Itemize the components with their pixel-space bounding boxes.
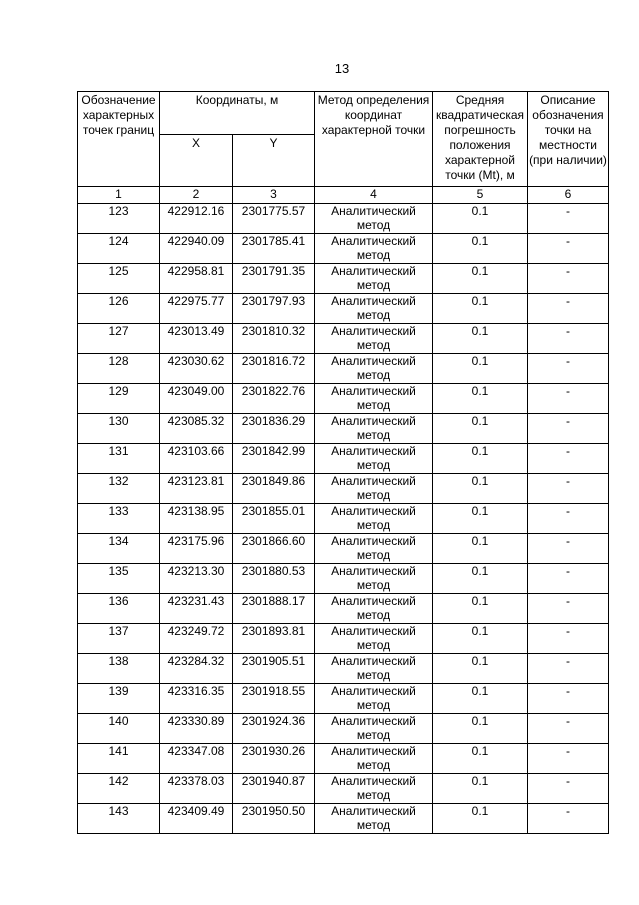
- cell-method: Аналитический метод: [315, 714, 433, 744]
- column-number: 4: [315, 187, 433, 204]
- table-row: [78, 354, 609, 384]
- cell-point: 137: [78, 624, 160, 654]
- cell-description: -: [528, 654, 609, 684]
- cell-accuracy: 0.1: [433, 564, 528, 594]
- cell-y: 2301785.41: [233, 234, 315, 264]
- cell-point: 139: [78, 684, 160, 714]
- cell-point: 130: [78, 414, 160, 444]
- cell-point: 136: [78, 594, 160, 624]
- column-number: 1: [78, 187, 160, 204]
- cell-description: -: [528, 774, 609, 804]
- cell-point: 127: [78, 324, 160, 354]
- cell-y: 2301893.81: [233, 624, 315, 654]
- cell-method: Аналитический метод: [315, 594, 433, 624]
- cell-point: 143: [78, 804, 160, 834]
- cell-method: Аналитический метод: [315, 444, 433, 474]
- cell-x: 423409.49: [160, 804, 233, 834]
- cell-accuracy: 0.1: [433, 504, 528, 534]
- cell-y: 2301836.29: [233, 414, 315, 444]
- table-row: [78, 774, 609, 804]
- cell-accuracy: 0.1: [433, 204, 528, 234]
- cell-description: -: [528, 564, 609, 594]
- table-row: [78, 744, 609, 774]
- cell-point: 124: [78, 234, 160, 264]
- column-number: 6: [528, 187, 609, 204]
- table-row: [78, 564, 609, 594]
- header-accuracy: Средняя квадратическая погрешность положения характерной точки (Mt), м: [433, 92, 528, 187]
- cell-y: 2301822.76: [233, 384, 315, 414]
- cell-description: -: [528, 804, 609, 834]
- cell-accuracy: 0.1: [433, 474, 528, 504]
- cell-y: 2301950.50: [233, 804, 315, 834]
- cell-method: Аналитический метод: [315, 624, 433, 654]
- cell-point: 142: [78, 774, 160, 804]
- cell-accuracy: 0.1: [433, 354, 528, 384]
- cell-point: 140: [78, 714, 160, 744]
- column-number: 3: [233, 187, 315, 204]
- cell-point: 128: [78, 354, 160, 384]
- table-row: [78, 444, 609, 474]
- column-number: 5: [433, 187, 528, 204]
- cell-x: 423378.03: [160, 774, 233, 804]
- table-row: [78, 204, 609, 234]
- cell-method: Аналитический метод: [315, 384, 433, 414]
- cell-method: Аналитический метод: [315, 534, 433, 564]
- cell-accuracy: 0.1: [433, 654, 528, 684]
- cell-description: -: [528, 384, 609, 414]
- cell-method: Аналитический метод: [315, 654, 433, 684]
- cell-accuracy: 0.1: [433, 774, 528, 804]
- cell-accuracy: 0.1: [433, 414, 528, 444]
- cell-x: 423030.62: [160, 354, 233, 384]
- header-description: Описание обозначения точки на местности (при наличии): [528, 92, 609, 187]
- page-number: 13: [334, 61, 350, 76]
- cell-method: Аналитический метод: [315, 204, 433, 234]
- coordinates-table: [77, 91, 609, 834]
- cell-accuracy: 0.1: [433, 804, 528, 834]
- cell-method: Аналитический метод: [315, 564, 433, 594]
- header-row: [78, 92, 609, 135]
- cell-method: Аналитический метод: [315, 504, 433, 534]
- cell-accuracy: 0.1: [433, 264, 528, 294]
- cell-description: -: [528, 324, 609, 354]
- cell-method: Аналитический метод: [315, 414, 433, 444]
- table-row: [78, 474, 609, 504]
- cell-method: Аналитический метод: [315, 324, 433, 354]
- cell-accuracy: 0.1: [433, 684, 528, 714]
- cell-description: -: [528, 294, 609, 324]
- cell-y: 2301791.35: [233, 264, 315, 294]
- cell-method: Аналитический метод: [315, 474, 433, 504]
- cell-description: -: [528, 714, 609, 744]
- table-row: [78, 294, 609, 324]
- cell-accuracy: 0.1: [433, 744, 528, 774]
- cell-description: -: [528, 594, 609, 624]
- table-body: [78, 204, 609, 834]
- cell-point: 141: [78, 744, 160, 774]
- cell-y: 2301797.93: [233, 294, 315, 324]
- cell-point: 132: [78, 474, 160, 504]
- cell-accuracy: 0.1: [433, 384, 528, 414]
- cell-x: 422940.09: [160, 234, 233, 264]
- cell-x: 423013.49: [160, 324, 233, 354]
- cell-y: 2301924.36: [233, 714, 315, 744]
- table-row: [78, 264, 609, 294]
- table-row: [78, 624, 609, 654]
- cell-description: -: [528, 684, 609, 714]
- cell-description: -: [528, 504, 609, 534]
- column-number: 2: [160, 187, 233, 204]
- cell-y: 2301810.32: [233, 324, 315, 354]
- cell-y: 2301880.53: [233, 564, 315, 594]
- cell-method: Аналитический метод: [315, 234, 433, 264]
- table-row: [78, 534, 609, 564]
- cell-x: 423316.35: [160, 684, 233, 714]
- cell-accuracy: 0.1: [433, 294, 528, 324]
- cell-point: 133: [78, 504, 160, 534]
- cell-x: 423249.72: [160, 624, 233, 654]
- cell-point: 125: [78, 264, 160, 294]
- cell-point: 129: [78, 384, 160, 414]
- cell-method: Аналитический метод: [315, 354, 433, 384]
- cell-accuracy: 0.1: [433, 534, 528, 564]
- cell-x: 423231.43: [160, 594, 233, 624]
- table-header: [78, 92, 609, 187]
- cell-y: 2301918.55: [233, 684, 315, 714]
- cell-y: 2301855.01: [233, 504, 315, 534]
- cell-accuracy: 0.1: [433, 324, 528, 354]
- column-number-row: [78, 187, 609, 204]
- cell-method: Аналитический метод: [315, 294, 433, 324]
- cell-accuracy: 0.1: [433, 594, 528, 624]
- cell-x: 423330.89: [160, 714, 233, 744]
- cell-description: -: [528, 264, 609, 294]
- table-row: [78, 414, 609, 444]
- cell-y: 2301930.26: [233, 744, 315, 774]
- cell-x: 422958.81: [160, 264, 233, 294]
- table-row: [78, 654, 609, 684]
- cell-accuracy: 0.1: [433, 714, 528, 744]
- table-row: [78, 384, 609, 414]
- cell-description: -: [528, 414, 609, 444]
- cell-point: 138: [78, 654, 160, 684]
- cell-x: 423085.32: [160, 414, 233, 444]
- cell-y: 2301849.86: [233, 474, 315, 504]
- cell-method: Аналитический метод: [315, 804, 433, 834]
- cell-accuracy: 0.1: [433, 234, 528, 264]
- cell-accuracy: 0.1: [433, 444, 528, 474]
- cell-description: -: [528, 534, 609, 564]
- table-row: [78, 504, 609, 534]
- header-coordinates: Координаты, м: [160, 92, 315, 135]
- cell-y: 2301816.72: [233, 354, 315, 384]
- cell-description: -: [528, 354, 609, 384]
- cell-y: 2301866.60: [233, 534, 315, 564]
- header-y: Y: [233, 135, 315, 187]
- cell-x: 423175.96: [160, 534, 233, 564]
- cell-x: 423213.30: [160, 564, 233, 594]
- cell-method: Аналитический метод: [315, 264, 433, 294]
- cell-description: -: [528, 624, 609, 654]
- cell-x: 422912.16: [160, 204, 233, 234]
- cell-point: 123: [78, 204, 160, 234]
- header-x: X: [160, 135, 233, 187]
- cell-point: 131: [78, 444, 160, 474]
- header-method: Метод определения координат характерной точки: [315, 92, 433, 187]
- cell-point: 135: [78, 564, 160, 594]
- cell-description: -: [528, 444, 609, 474]
- header-point: Обозначение характерных точек границ: [78, 92, 160, 187]
- cell-description: -: [528, 744, 609, 774]
- cell-y: 2301940.87: [233, 774, 315, 804]
- cell-method: Аналитический метод: [315, 774, 433, 804]
- cell-y: 2301775.57: [233, 204, 315, 234]
- cell-method: Аналитический метод: [315, 744, 433, 774]
- cell-x: 423049.00: [160, 384, 233, 414]
- cell-point: 134: [78, 534, 160, 564]
- cell-x: 423347.08: [160, 744, 233, 774]
- cell-description: -: [528, 474, 609, 504]
- cell-y: 2301888.17: [233, 594, 315, 624]
- cell-description: -: [528, 204, 609, 234]
- cell-x: 423138.95: [160, 504, 233, 534]
- cell-method: Аналитический метод: [315, 684, 433, 714]
- cell-point: 126: [78, 294, 160, 324]
- cell-y: 2301842.99: [233, 444, 315, 474]
- cell-description: -: [528, 234, 609, 264]
- cell-x: 423123.81: [160, 474, 233, 504]
- cell-y: 2301905.51: [233, 654, 315, 684]
- table-row: [78, 324, 609, 354]
- table-row: [78, 714, 609, 744]
- cell-accuracy: 0.1: [433, 624, 528, 654]
- table-row: [78, 804, 609, 834]
- table-row: [78, 684, 609, 714]
- cell-x: 423103.66: [160, 444, 233, 474]
- table-row: [78, 234, 609, 264]
- cell-x: 423284.32: [160, 654, 233, 684]
- cell-x: 422975.77: [160, 294, 233, 324]
- table-row: [78, 594, 609, 624]
